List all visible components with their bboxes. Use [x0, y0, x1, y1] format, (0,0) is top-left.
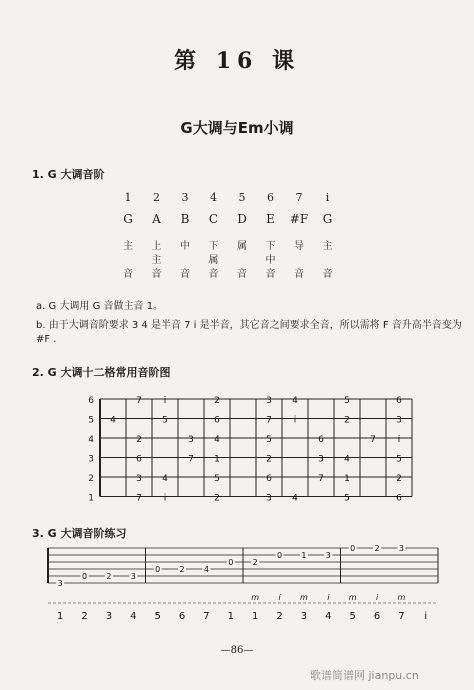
- tab-note: 3: [130, 572, 136, 581]
- tab-note: 0: [228, 558, 234, 567]
- fretboard-note: 6: [396, 396, 402, 406]
- scale-function-char: 中: [265, 255, 276, 266]
- fretboard-string-label: 3: [88, 454, 94, 465]
- scale-function-char: 上: [151, 241, 162, 252]
- fretboard-note: 6: [396, 493, 402, 504]
- scale-exercise-staff: [0, 540, 474, 640]
- jianpu-note: 4: [130, 611, 137, 622]
- fretboard-note: 5: [344, 396, 350, 406]
- scale-function-char: 音: [123, 269, 133, 280]
- jianpu-note: 4: [325, 611, 332, 622]
- section-1-heading: 1. G 大调音阶: [32, 168, 105, 181]
- note-c: #F .: [36, 334, 57, 345]
- jianpu-note: 7: [203, 611, 210, 622]
- tab-note: 0: [277, 551, 283, 560]
- fretboard-note: 3: [266, 396, 272, 406]
- fretboard-note: i: [293, 415, 297, 426]
- section-3-heading: 3. G 大调音阶练习: [32, 527, 127, 540]
- fretboard-string-label: 2: [88, 474, 94, 484]
- tab-note: 2: [106, 572, 112, 581]
- fretboard-note: 1: [344, 474, 350, 484]
- fretboard-note: 4: [162, 474, 168, 484]
- jianpu-note: 3: [300, 611, 308, 622]
- finger-label: i: [375, 593, 379, 602]
- fretboard-note: 3: [188, 435, 194, 445]
- finger-label: m: [397, 593, 406, 602]
- lesson-subtitle: G大调与Em小调: [180, 119, 294, 137]
- fretboard-note: 4: [214, 435, 220, 445]
- finger-label: m: [300, 593, 308, 602]
- fretboard-note: 3: [136, 474, 142, 484]
- fretboard-note: 6: [318, 435, 324, 445]
- tab-note: 4: [203, 565, 209, 574]
- fretboard-note: 2: [214, 493, 220, 504]
- fretboard-note: 7: [136, 396, 142, 406]
- jianpu-note: 3: [105, 611, 113, 622]
- tab-note: 1: [301, 551, 307, 560]
- scale-function-char: 属: [208, 255, 219, 266]
- fretboard-note: 2: [266, 454, 272, 465]
- fretboard-note: 4: [110, 415, 116, 426]
- fretboard-note: 2: [214, 396, 220, 406]
- jianpu-note: 1: [57, 611, 64, 622]
- scale-note: D: [237, 212, 247, 226]
- scale-note: B: [180, 212, 190, 226]
- fretboard-note: 6: [136, 454, 142, 465]
- jianpu-note: 2: [81, 611, 88, 622]
- scale-degree: 7: [295, 191, 303, 204]
- fretboard-string-label: 1: [88, 493, 94, 504]
- tab-note: 3: [398, 544, 404, 553]
- scale-degree: 4: [210, 191, 217, 204]
- fretboard-note: i: [397, 435, 401, 445]
- tab-note: 3: [325, 551, 331, 560]
- scale-note: #F: [289, 212, 309, 226]
- fretboard-note: 5: [162, 415, 168, 426]
- jianpu-note: 6: [373, 611, 381, 622]
- scale-function-row-3: [110, 265, 340, 281]
- finger-label: m: [251, 593, 260, 602]
- scale-function-char: 音: [294, 269, 304, 280]
- tab-note: 0: [350, 544, 356, 553]
- fretboard-note: 5: [396, 454, 402, 465]
- jianpu-note: 7: [398, 611, 405, 622]
- tab-note: 0: [82, 572, 88, 581]
- scale-function-char: 音: [208, 269, 219, 280]
- tab-note: 0: [155, 565, 161, 574]
- scale-function-char: 音: [265, 269, 276, 280]
- scale-function-char: 音: [237, 269, 247, 280]
- lesson-title: 第 16 课: [174, 48, 300, 74]
- fretboard-note: 7: [266, 415, 272, 426]
- fretboard-note: 5: [266, 435, 272, 445]
- note-a: a. G 大调用 G 音做主音 1。: [36, 301, 164, 312]
- fretboard-note: 1: [214, 454, 220, 465]
- fretboard-note: 3: [266, 493, 272, 504]
- scale-function-char: 属: [237, 241, 247, 252]
- scale-function-char: 主: [322, 241, 333, 252]
- scale-degree: 2: [153, 191, 160, 204]
- fretboard-note: 7: [188, 454, 194, 465]
- scale-note: G: [123, 212, 133, 226]
- fretboard-diagram: [0, 385, 474, 510]
- jianpu-note: 1: [227, 611, 234, 622]
- jianpu-note: 1: [252, 611, 259, 622]
- scale-note: A: [152, 212, 161, 226]
- scale-note: C: [208, 212, 219, 226]
- fretboard-string-label: 4: [88, 435, 94, 445]
- scale-function-char: 下: [208, 241, 219, 252]
- scale-degree: i: [325, 191, 330, 204]
- scale-function-char: 下: [265, 241, 276, 252]
- tab-note: 2: [374, 544, 380, 553]
- scale-function-char: 中: [180, 241, 190, 252]
- finger-label: i: [278, 593, 281, 602]
- fretboard-note: i: [163, 493, 167, 504]
- scale-note: E: [266, 212, 275, 226]
- finger-label: m: [348, 593, 357, 602]
- fretboard-note: 4: [292, 396, 298, 406]
- tab-note: 2: [252, 558, 258, 567]
- scale-degree: 1: [124, 191, 132, 204]
- fretboard-note: 2: [344, 415, 350, 426]
- scale-function-char: 导: [294, 241, 304, 252]
- page-number: —86—: [220, 645, 254, 656]
- finger-label: i: [327, 593, 330, 602]
- fretboard-string-label: 5: [88, 415, 94, 426]
- jianpu-note: 2: [276, 611, 283, 622]
- scale-function-char: 音: [151, 269, 162, 280]
- scale-function-char: 主: [123, 241, 133, 252]
- fretboard-note: 5: [214, 474, 220, 484]
- fretboard-string-label: 6: [88, 396, 94, 406]
- scale-note-row: [110, 212, 340, 228]
- scale-degree-row: [110, 191, 340, 207]
- fretboard-note: 2: [136, 435, 142, 445]
- scale-degree: 6: [267, 191, 274, 204]
- scale-function-char: 音: [322, 269, 333, 280]
- fretboard-note: 7: [370, 435, 376, 445]
- fretboard-note: 4: [292, 493, 298, 504]
- tab-note: 3: [57, 579, 63, 588]
- watermark: 歌谱简谱网 jianpu.cn: [310, 669, 419, 682]
- fretboard-note: 5: [344, 493, 350, 504]
- fretboard-note: i: [163, 396, 167, 406]
- scale-note: G: [322, 212, 333, 226]
- scale-degree: 5: [238, 191, 246, 204]
- fretboard-note: 6: [214, 415, 220, 426]
- jianpu-note: 5: [154, 611, 161, 622]
- jianpu-note: 5: [349, 611, 356, 622]
- jianpu-note: 6: [178, 611, 186, 622]
- fretboard-note: 7: [318, 474, 324, 484]
- scale-function-char: 主: [151, 255, 162, 266]
- fretboard-note: 4: [344, 454, 350, 465]
- fretboard-note: 3: [318, 454, 324, 465]
- fretboard-note: 7: [136, 493, 142, 504]
- fretboard-note: 2: [396, 474, 402, 484]
- tab-note: 2: [179, 565, 185, 574]
- section-2-heading: 2. G 大调十二格常用音阶图: [32, 366, 171, 379]
- fretboard-note: 3: [396, 415, 402, 426]
- scale-function-char: 音: [180, 269, 190, 280]
- scale-degree: 3: [181, 191, 189, 204]
- fretboard-note: 6: [266, 474, 272, 484]
- note-b: b. 由于大调音阶要求 3 4 是半音 7 i 是半音，其它音之间要求全音，所以需将 F 音升高半音变为: [36, 320, 462, 331]
- jianpu-note: i: [424, 611, 428, 622]
